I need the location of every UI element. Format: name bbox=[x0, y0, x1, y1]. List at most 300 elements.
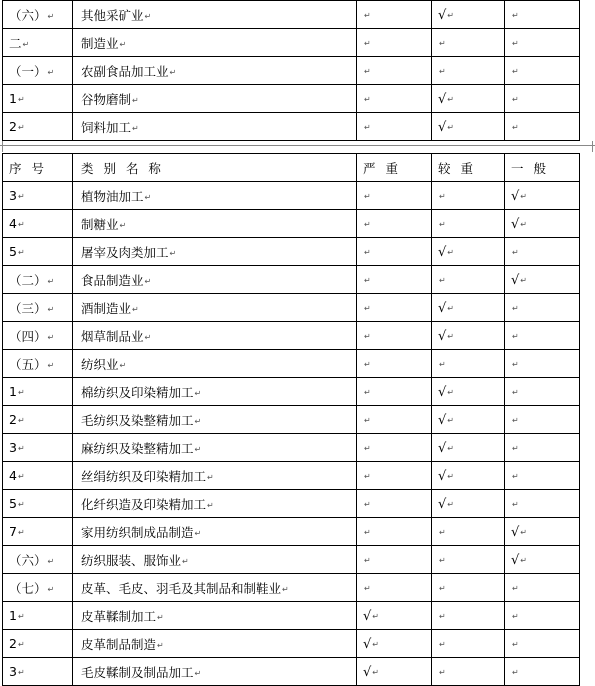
general-cell bbox=[505, 602, 580, 630]
general-cell bbox=[505, 29, 580, 57]
paragraph-mark-icon: ↵ bbox=[512, 667, 519, 677]
severe-cell bbox=[357, 182, 432, 210]
table-row bbox=[3, 85, 580, 113]
medium-cell bbox=[432, 294, 505, 322]
paragraph-mark-icon: ↵ bbox=[17, 248, 25, 257]
paragraph-mark-icon: ↵ bbox=[194, 528, 202, 538]
general-cell bbox=[505, 434, 580, 462]
row-number bbox=[3, 266, 73, 294]
category-name-text: 制造业 bbox=[81, 35, 119, 51]
paragraph-mark-icon: ↵ bbox=[17, 528, 25, 537]
paragraph-mark-icon: ↵ bbox=[194, 416, 202, 426]
severe-cell bbox=[357, 294, 432, 322]
row-number-text: 5 bbox=[9, 244, 17, 259]
paragraph-mark-icon: ↵ bbox=[512, 415, 519, 425]
paragraph-mark-icon: ↵ bbox=[144, 332, 152, 342]
paragraph-mark-icon: ↵ bbox=[439, 275, 446, 285]
paragraph-mark-icon: ↵ bbox=[447, 471, 454, 481]
category-name bbox=[73, 602, 357, 630]
severe-cell bbox=[357, 57, 432, 85]
row-number-text: 3 bbox=[9, 188, 17, 203]
table-row bbox=[3, 378, 580, 406]
paragraph-mark-icon: ↵ bbox=[132, 123, 139, 133]
paragraph-mark-icon: ↵ bbox=[364, 122, 371, 132]
paragraph-mark-icon: ↵ bbox=[439, 66, 446, 76]
row-number-text: 5 bbox=[9, 496, 17, 511]
row-number bbox=[3, 182, 73, 210]
paragraph-mark-icon: ↵ bbox=[364, 555, 371, 565]
paragraph-mark-icon: ↵ bbox=[119, 360, 127, 370]
paragraph-mark-icon: ↵ bbox=[17, 388, 25, 397]
check-mark: √ bbox=[438, 440, 447, 456]
row-number-text: 4 bbox=[9, 468, 17, 483]
check-mark: √ bbox=[438, 496, 447, 512]
category-name bbox=[73, 546, 357, 574]
paragraph-mark-icon: ↵ bbox=[512, 10, 519, 20]
table-row bbox=[3, 322, 580, 350]
paragraph-mark-icon: ↵ bbox=[364, 499, 371, 509]
severe-cell bbox=[357, 406, 432, 434]
paragraph-mark-icon: ↵ bbox=[364, 10, 371, 20]
paragraph-mark-icon: ↵ bbox=[364, 247, 371, 257]
paragraph-mark-icon: ↵ bbox=[512, 583, 519, 593]
paragraph-mark-icon: ↵ bbox=[182, 556, 189, 566]
category-name-text: 毛皮鞣制及制品加工 bbox=[81, 664, 194, 680]
paragraph-mark-icon: ↵ bbox=[47, 360, 55, 370]
category-name-text: 制糖业 bbox=[81, 216, 119, 232]
medium-cell bbox=[432, 1, 505, 29]
category-name-text: 谷物磨制 bbox=[81, 91, 132, 107]
severe-cell bbox=[357, 238, 432, 266]
table-row bbox=[3, 238, 580, 266]
table-row bbox=[3, 462, 580, 490]
paragraph-mark-icon: ↵ bbox=[194, 444, 202, 454]
general-cell bbox=[505, 350, 580, 378]
table-row bbox=[3, 406, 580, 434]
severe-cell bbox=[357, 490, 432, 518]
paragraph-mark-icon: ↵ bbox=[447, 499, 454, 509]
paragraph-mark-icon: ↵ bbox=[372, 667, 379, 677]
table-row bbox=[3, 113, 580, 141]
table-row bbox=[3, 574, 580, 602]
paragraph-mark-icon: ↵ bbox=[512, 471, 519, 481]
row-number bbox=[3, 602, 73, 630]
medium-cell bbox=[432, 85, 505, 113]
row-number bbox=[3, 490, 73, 518]
severe-cell bbox=[357, 602, 432, 630]
check-mark: √ bbox=[438, 384, 447, 400]
general-cell bbox=[505, 546, 580, 574]
check-mark: √ bbox=[363, 664, 372, 680]
medium-cell bbox=[432, 29, 505, 57]
paragraph-mark-icon: ↵ bbox=[169, 248, 177, 258]
general-cell bbox=[505, 57, 580, 85]
severe-cell bbox=[357, 518, 432, 546]
category-name bbox=[73, 322, 357, 350]
paragraph-mark-icon: ↵ bbox=[447, 247, 454, 257]
category-name-text: 屠宰及肉类加工 bbox=[81, 244, 169, 260]
severe-cell bbox=[357, 546, 432, 574]
category-name-text: 纺织服装、服饰业 bbox=[81, 552, 182, 568]
paragraph-mark-icon: ↵ bbox=[512, 247, 519, 257]
general-cell bbox=[505, 294, 580, 322]
row-number-text: 7 bbox=[9, 524, 17, 539]
check-mark: √ bbox=[438, 244, 447, 260]
paragraph-mark-icon: ↵ bbox=[47, 67, 55, 77]
general-cell bbox=[505, 462, 580, 490]
row-number bbox=[3, 518, 73, 546]
check-mark: √ bbox=[438, 412, 447, 428]
header-severe: 严 重 bbox=[357, 154, 432, 182]
paragraph-mark-icon: ↵ bbox=[194, 668, 202, 678]
paragraph-mark-icon: ↵ bbox=[47, 556, 55, 566]
row-number bbox=[3, 210, 73, 238]
paragraph-mark-icon: ↵ bbox=[512, 94, 519, 104]
paragraph-mark-icon: ↵ bbox=[17, 612, 25, 621]
paragraph-mark-icon: ↵ bbox=[439, 527, 446, 537]
row-number bbox=[3, 113, 73, 141]
row-number-text: （四） bbox=[9, 328, 47, 344]
category-name bbox=[73, 1, 357, 29]
paragraph-mark-icon: ↵ bbox=[439, 667, 446, 677]
paragraph-mark-icon: ↵ bbox=[17, 500, 25, 509]
paragraph-mark-icon: ↵ bbox=[17, 220, 25, 229]
general-cell bbox=[505, 238, 580, 266]
general-cell bbox=[505, 182, 580, 210]
row-number bbox=[3, 85, 73, 113]
row-number bbox=[3, 462, 73, 490]
category-name-text: 植物油加工 bbox=[81, 188, 144, 204]
paragraph-mark-icon: ↵ bbox=[364, 303, 371, 313]
category-name bbox=[73, 490, 357, 518]
medium-cell bbox=[432, 630, 505, 658]
row-number bbox=[3, 546, 73, 574]
check-mark: √ bbox=[438, 328, 447, 344]
severe-cell bbox=[357, 322, 432, 350]
paragraph-mark-icon: ↵ bbox=[439, 191, 446, 201]
category-name bbox=[73, 658, 357, 686]
row-number bbox=[3, 238, 73, 266]
table-row bbox=[3, 546, 580, 574]
check-mark: √ bbox=[511, 552, 520, 568]
row-number bbox=[3, 350, 73, 378]
table-row bbox=[3, 630, 580, 658]
general-cell bbox=[505, 210, 580, 238]
medium-cell bbox=[432, 602, 505, 630]
row-number-text: 3 bbox=[9, 664, 17, 679]
medium-cell bbox=[432, 406, 505, 434]
category-name bbox=[73, 266, 357, 294]
paragraph-mark-icon: ↵ bbox=[194, 388, 202, 398]
paragraph-mark-icon: ↵ bbox=[520, 527, 527, 537]
medium-cell bbox=[432, 210, 505, 238]
category-name bbox=[73, 434, 357, 462]
severe-cell bbox=[357, 29, 432, 57]
medium-cell bbox=[432, 434, 505, 462]
category-name-text: 纺织业 bbox=[81, 356, 119, 372]
paragraph-mark-icon: ↵ bbox=[447, 415, 454, 425]
category-name-text: 饲料加工 bbox=[81, 119, 132, 135]
paragraph-mark-icon: ↵ bbox=[144, 11, 152, 21]
paragraph-mark-icon: ↵ bbox=[207, 472, 214, 482]
paragraph-mark-icon: ↵ bbox=[364, 191, 371, 201]
medium-cell bbox=[432, 378, 505, 406]
category-name-text: 麻纺织及染整精加工 bbox=[81, 440, 194, 456]
paragraph-mark-icon: ↵ bbox=[447, 331, 454, 341]
row-number-text: （二） bbox=[9, 272, 47, 288]
paragraph-mark-icon: ↵ bbox=[47, 304, 55, 314]
table-row bbox=[3, 434, 580, 462]
category-name-text: 其他采矿业 bbox=[81, 7, 144, 23]
check-mark: √ bbox=[363, 636, 372, 652]
table-row bbox=[3, 1, 580, 29]
paragraph-mark-icon: ↵ bbox=[512, 122, 519, 132]
table-header-row bbox=[3, 154, 580, 182]
table-row bbox=[3, 266, 580, 294]
row-number bbox=[3, 294, 73, 322]
check-mark: √ bbox=[363, 608, 372, 624]
table-row bbox=[3, 182, 580, 210]
paragraph-mark-icon: ↵ bbox=[372, 639, 379, 649]
category-name bbox=[73, 378, 357, 406]
paragraph-mark-icon: ↵ bbox=[17, 123, 25, 132]
general-cell bbox=[505, 630, 580, 658]
paragraph-mark-icon: ↵ bbox=[364, 583, 371, 593]
paragraph-mark-icon: ↵ bbox=[439, 639, 446, 649]
category-name-text: 棉纺织及印染精加工 bbox=[81, 384, 194, 400]
severe-cell bbox=[357, 462, 432, 490]
check-mark: √ bbox=[438, 468, 447, 484]
paragraph-mark-icon: ↵ bbox=[17, 95, 25, 104]
table-row bbox=[3, 294, 580, 322]
medium-cell bbox=[432, 238, 505, 266]
general-cell bbox=[505, 1, 580, 29]
paragraph-mark-icon: ↵ bbox=[17, 640, 25, 649]
row-number-text: 1 bbox=[9, 91, 17, 106]
row-number-text: 2 bbox=[9, 636, 17, 651]
table-row bbox=[3, 350, 580, 378]
paragraph-mark-icon: ↵ bbox=[47, 332, 55, 342]
paragraph-mark-icon: ↵ bbox=[364, 471, 371, 481]
paragraph-mark-icon: ↵ bbox=[512, 331, 519, 341]
table-row bbox=[3, 602, 580, 630]
paragraph-mark-icon: ↵ bbox=[520, 191, 527, 201]
paragraph-mark-icon: ↵ bbox=[364, 66, 371, 76]
row-number-text: （一） bbox=[9, 63, 47, 79]
category-name-text: 农副食品加工业 bbox=[81, 63, 169, 79]
row-number-text: 2 bbox=[9, 412, 17, 427]
paragraph-mark-icon: ↵ bbox=[364, 415, 371, 425]
table-row bbox=[3, 29, 580, 57]
severe-cell bbox=[357, 266, 432, 294]
row-number-text: （七） bbox=[9, 580, 47, 596]
paragraph-mark-icon: ↵ bbox=[512, 38, 519, 48]
paragraph-mark-icon: ↵ bbox=[364, 527, 371, 537]
row-number bbox=[3, 574, 73, 602]
paragraph-mark-icon: ↵ bbox=[157, 612, 164, 622]
row-number bbox=[3, 630, 73, 658]
paragraph-mark-icon: ↵ bbox=[47, 11, 55, 21]
category-name bbox=[73, 518, 357, 546]
medium-cell bbox=[432, 57, 505, 85]
general-cell bbox=[505, 406, 580, 434]
general-cell bbox=[505, 85, 580, 113]
paragraph-mark-icon: ↵ bbox=[144, 192, 152, 202]
medium-cell bbox=[432, 546, 505, 574]
row-number bbox=[3, 406, 73, 434]
severe-cell bbox=[357, 113, 432, 141]
medium-cell bbox=[432, 266, 505, 294]
medium-cell bbox=[432, 490, 505, 518]
severe-cell bbox=[357, 574, 432, 602]
paragraph-mark-icon: ↵ bbox=[512, 359, 519, 369]
paragraph-mark-icon: ↵ bbox=[520, 219, 527, 229]
medium-cell bbox=[432, 322, 505, 350]
paragraph-mark-icon: ↵ bbox=[17, 472, 25, 481]
category-name-text: 化纤织造及印染精加工 bbox=[81, 496, 207, 512]
paragraph-mark-icon: ↵ bbox=[47, 276, 55, 286]
paragraph-mark-icon: ↵ bbox=[17, 192, 25, 201]
paragraph-mark-icon: ↵ bbox=[439, 359, 446, 369]
paragraph-mark-icon: ↵ bbox=[207, 500, 214, 510]
header-general: 一 般 bbox=[505, 154, 580, 182]
paragraph-mark-icon: ↵ bbox=[439, 555, 446, 565]
paragraph-mark-icon: ↵ bbox=[439, 219, 446, 229]
paragraph-mark-icon: ↵ bbox=[512, 639, 519, 649]
general-cell bbox=[505, 490, 580, 518]
category-name bbox=[73, 29, 357, 57]
medium-cell bbox=[432, 113, 505, 141]
paragraph-mark-icon: ↵ bbox=[132, 304, 139, 314]
category-name bbox=[73, 85, 357, 113]
paragraph-mark-icon: ↵ bbox=[169, 67, 177, 77]
paragraph-mark-icon: ↵ bbox=[512, 387, 519, 397]
paragraph-mark-icon: ↵ bbox=[439, 611, 446, 621]
check-mark: √ bbox=[438, 119, 447, 135]
category-name-text: 食品制造业 bbox=[81, 272, 144, 288]
row-number-text: （五） bbox=[9, 356, 47, 372]
general-cell bbox=[505, 658, 580, 686]
paragraph-mark-icon: ↵ bbox=[520, 275, 527, 285]
header-no: 序 号 bbox=[3, 154, 73, 182]
category-name-text: 丝绢纺织及印染精加工 bbox=[81, 468, 207, 484]
severe-cell bbox=[357, 1, 432, 29]
paragraph-mark-icon: ↵ bbox=[447, 303, 454, 313]
paragraph-mark-icon: ↵ bbox=[520, 555, 527, 565]
severe-cell bbox=[357, 350, 432, 378]
severe-cell bbox=[357, 658, 432, 686]
row-number bbox=[3, 29, 73, 57]
paragraph-mark-icon: ↵ bbox=[144, 276, 152, 286]
severe-cell bbox=[357, 85, 432, 113]
medium-cell bbox=[432, 182, 505, 210]
medium-cell bbox=[432, 574, 505, 602]
paragraph-mark-icon: ↵ bbox=[132, 95, 139, 105]
paragraph-mark-icon: ↵ bbox=[439, 583, 446, 593]
paragraph-mark-icon: ↵ bbox=[119, 39, 127, 49]
paragraph-mark-icon: ↵ bbox=[447, 122, 454, 132]
severe-cell bbox=[357, 378, 432, 406]
category-name-text: 酒制造业 bbox=[81, 300, 132, 316]
check-mark: √ bbox=[438, 91, 447, 107]
general-cell bbox=[505, 322, 580, 350]
paragraph-mark-icon: ↵ bbox=[364, 443, 371, 453]
header-name: 类 别 名 称 bbox=[73, 154, 357, 182]
row-number bbox=[3, 434, 73, 462]
table-row bbox=[3, 57, 580, 85]
medium-cell bbox=[432, 658, 505, 686]
paragraph-mark-icon: ↵ bbox=[364, 219, 371, 229]
paragraph-mark-icon: ↵ bbox=[22, 39, 30, 49]
page-break-divider bbox=[0, 141, 595, 152]
check-mark: √ bbox=[511, 524, 520, 540]
table-row bbox=[3, 210, 580, 238]
category-name-text: 皮革鞣制加工 bbox=[81, 608, 157, 624]
category-name bbox=[73, 630, 357, 658]
category-name bbox=[73, 182, 357, 210]
category-name bbox=[73, 294, 357, 322]
row-number-text: （六） bbox=[9, 7, 47, 23]
severe-cell bbox=[357, 210, 432, 238]
paragraph-mark-icon: ↵ bbox=[512, 611, 519, 621]
category-name bbox=[73, 210, 357, 238]
pollution-category-table bbox=[2, 153, 580, 686]
medium-cell bbox=[432, 462, 505, 490]
category-name bbox=[73, 238, 357, 266]
paragraph-mark-icon: ↵ bbox=[512, 66, 519, 76]
row-number-text: （三） bbox=[9, 300, 47, 316]
check-mark: √ bbox=[438, 300, 447, 316]
paragraph-mark-icon: ↵ bbox=[447, 443, 454, 453]
category-name-text: 烟草制品业 bbox=[81, 328, 144, 344]
row-number bbox=[3, 1, 73, 29]
table-continuation bbox=[2, 0, 580, 141]
row-number-text: 3 bbox=[9, 440, 17, 455]
paragraph-mark-icon: ↵ bbox=[447, 10, 454, 20]
general-cell bbox=[505, 378, 580, 406]
row-number bbox=[3, 57, 73, 85]
medium-cell bbox=[432, 518, 505, 546]
check-mark: √ bbox=[511, 188, 520, 204]
row-number bbox=[3, 322, 73, 350]
row-number bbox=[3, 378, 73, 406]
check-mark: √ bbox=[511, 216, 520, 232]
row-number-text: 4 bbox=[9, 216, 17, 231]
row-number-text: 1 bbox=[9, 384, 17, 399]
row-number bbox=[3, 658, 73, 686]
row-number-text: （六） bbox=[9, 552, 47, 568]
paragraph-mark-icon: ↵ bbox=[447, 387, 454, 397]
paragraph-mark-icon: ↵ bbox=[157, 640, 164, 650]
category-name-text: 毛纺织及染整精加工 bbox=[81, 412, 194, 428]
medium-cell bbox=[432, 350, 505, 378]
table-row bbox=[3, 518, 580, 546]
category-name bbox=[73, 57, 357, 85]
paragraph-mark-icon: ↵ bbox=[512, 499, 519, 509]
category-name bbox=[73, 113, 357, 141]
category-name bbox=[73, 574, 357, 602]
severe-cell bbox=[357, 434, 432, 462]
row-number-text: 1 bbox=[9, 608, 17, 623]
paragraph-mark-icon: ↵ bbox=[17, 668, 25, 677]
table-row bbox=[3, 490, 580, 518]
general-cell bbox=[505, 266, 580, 294]
paragraph-mark-icon: ↵ bbox=[364, 38, 371, 48]
paragraph-mark-icon: ↵ bbox=[17, 416, 25, 425]
category-name bbox=[73, 350, 357, 378]
general-cell bbox=[505, 113, 580, 141]
paragraph-mark-icon: ↵ bbox=[364, 275, 371, 285]
